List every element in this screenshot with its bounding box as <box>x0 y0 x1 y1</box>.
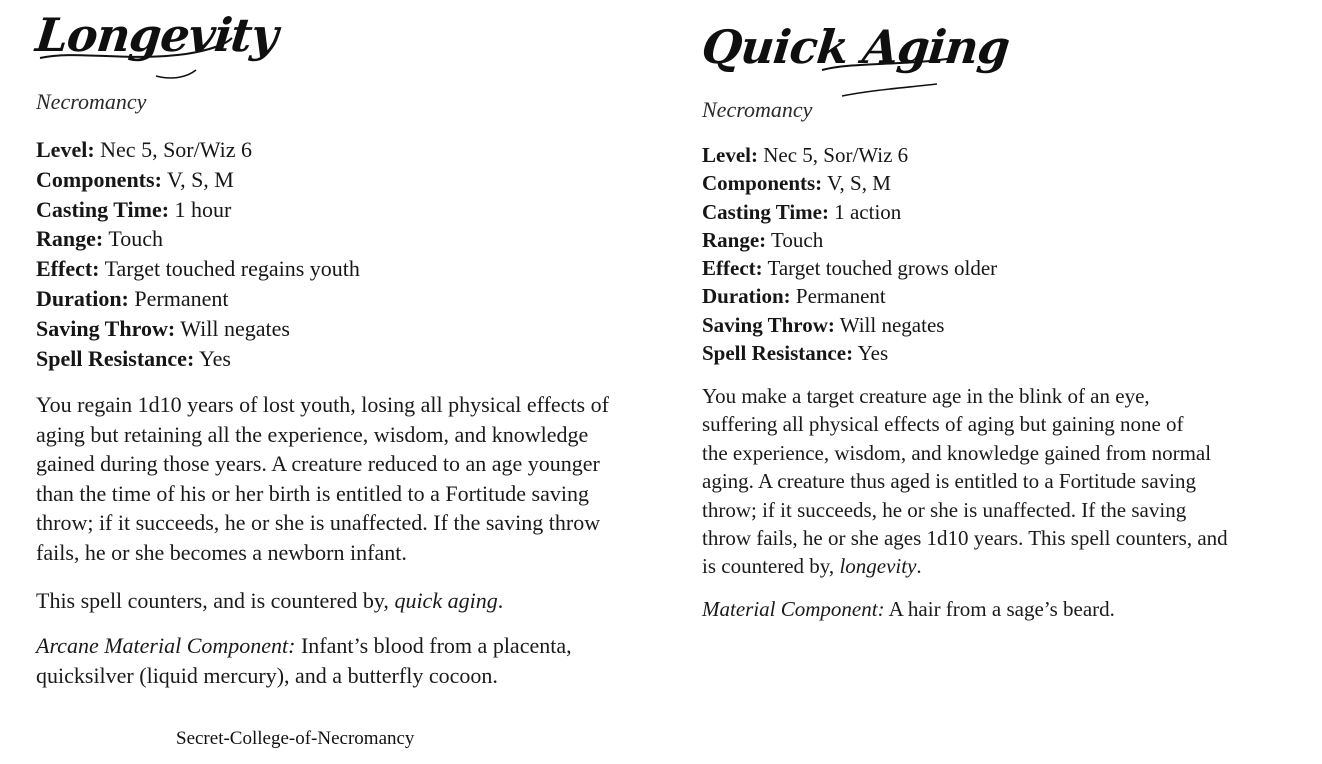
stat-range: Range: Touch <box>36 226 163 252</box>
stat-components: Components: V, S, M <box>36 166 234 192</box>
spell-title: Longevity <box>33 8 280 62</box>
spell-school: Necromancy <box>702 97 813 122</box>
stat-components: Components: V, S, M <box>702 171 891 196</box>
stat-casting-time: Casting Time: 1 hour <box>36 196 232 222</box>
spell-counter-note: This spell counters, and is countered by, quick aging. <box>36 588 504 613</box>
stat-spell-resistance: Spell Resistance: Yes <box>36 345 231 371</box>
spell-material-component: Material Component: A hair from a sage’s beard. <box>702 597 1115 621</box>
stat-effect: Effect: Target touched grows older <box>702 256 998 281</box>
stat-level: Level: Nec 5, Sor/Wiz 6 <box>36 137 253 162</box>
spell-title: Quick Aging <box>699 20 1012 74</box>
spell-stat-list <box>36 135 360 373</box>
stat-effect: Effect: Target touched regains youth <box>36 256 360 282</box>
stat-spell-resistance: Spell Resistance: Yes <box>702 341 889 366</box>
source-caption: Secret-College-of-Necromancy <box>176 728 415 749</box>
spell-description: You regain 1d10 years of lost youth, losing all physical effects of aging but retaining all the experience, wisdom, and knowledge gained during those years. A creature reduced to an age younger than the time of his or her birth is entitled to a Fortitude saving throw; if it succeeds, he or she is unaffected. If the saving throw fails, he or she becomes a newborn infant. <box>36 392 609 565</box>
stat-saving-throw: Saving Throw: Will negates <box>36 315 290 341</box>
stat-duration: Duration: Permanent <box>36 285 229 311</box>
spell-stat-list <box>702 141 997 367</box>
stat-saving-throw: Saving Throw: Will negates <box>702 312 945 337</box>
stat-level: Level: Nec 5, Sor/Wiz 6 <box>702 143 909 167</box>
spell-school: Necromancy <box>36 89 147 114</box>
stat-range: Range: Touch <box>702 227 824 252</box>
stat-casting-time: Casting Time: 1 action <box>702 199 902 224</box>
stat-duration: Duration: Permanent <box>702 284 886 309</box>
spell-material-component: Arcane Material Component: Infant’s blood from a placenta, quicksilver (liquid mercury), and a butterfly cocoon. <box>36 633 572 688</box>
spell-description: You make a target creature age in the blink of an eye, suffering all physical effects of aging but gaining none of the experience, wisdom, and knowledge gained from normal aging. A creature thus aged is entitled to a Fortitude saving throw; if it succeeds, he or she is unaffected. If the saving throw fails, he or she ages 1d10 years. This spell counters, and is countered by, longevity. <box>702 384 1228 579</box>
